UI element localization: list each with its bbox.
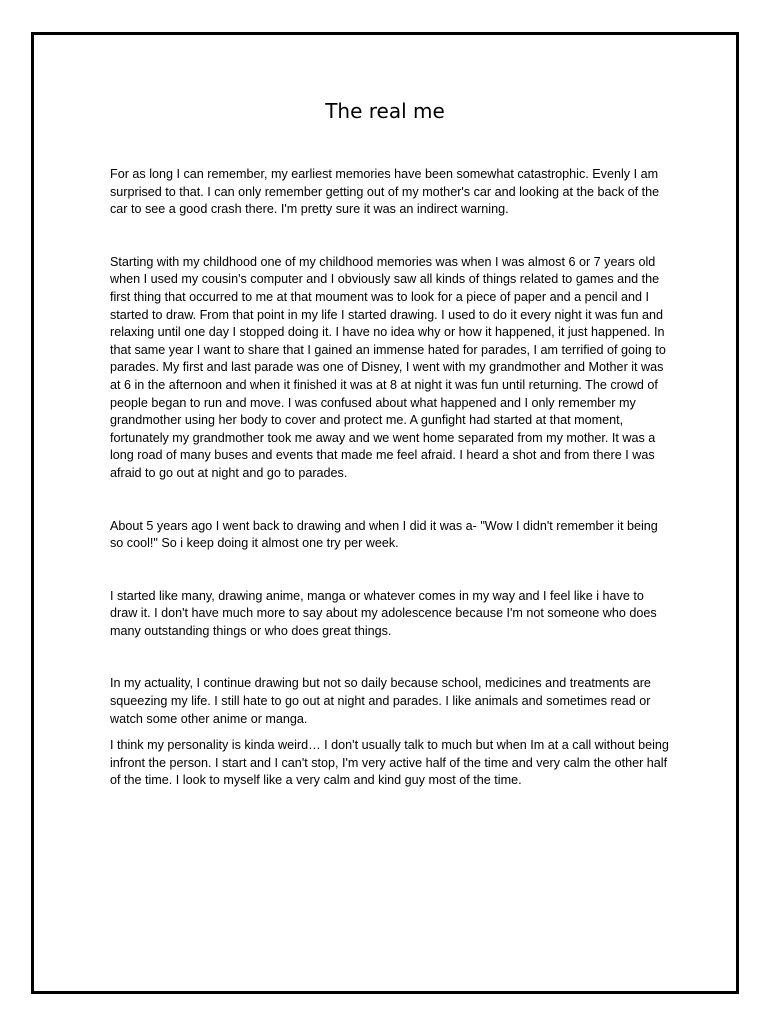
document-body	[110, 166, 670, 790]
paragraph-adolescence: I started like many, drawing anime, manga or whatever comes in my way and I feel like i have to draw it. I don't have much more to say about my adolescence because I'm not someone who does many outstanding things or who does great things.	[110, 588, 657, 638]
paragraph-childhood: Starting with my childhood one of my childhood memories was when I was almost 6 or 7 years old when I used my cousin's computer and I obviously saw all kinds of things related to games and the first thing that occurred to me at that moument was to look for a piece of paper and a pencil and I started to draw. From that point in my life I started drawing. I used to do it every night it was fun and relaxing until one day I stopped doing it. I have no idea why or how it happened, it just happened. In that same year I want to share that I gained an immense hated for parades, I am terrified of going to parades. My first and last parade was one of Disney, I went with my grandmother and Mother it was at 6 in the afternoon and when it finished it was at 8 at night it was fun until returning. The crowd of people began to run and move. I was confused about what happened and I only remember my grandmother using her body to cover and protect me. A gunfight had started at that moment, fortunately my grandmother took me away and we went home separated from my mother. It was a long road of many buses and events that made me feel afraid. I heard a shot and from there I was afraid to go out at night and go to parades.	[110, 254, 666, 480]
paragraph-earliest-memories: For as long I can remember, my earliest memories have been somewhat catastrophic. Evenly I am surprised to that. I can only remember getting out of my mother's car and looking at the back of the car to see a good crash there. I'm pretty sure it was an indirect warning.	[110, 167, 660, 217]
paragraph-back-to-drawing: About 5 years ago I went back to drawing and when I did it was a- "Wow I didn't remember it being so cool!" So i keep doing it almost one try per week.	[110, 518, 658, 551]
paragraph-personality: I think my personality is kinda weird… I don't usually talk to much but when Im at a call without being infront the person. I start and I can't stop, I'm very active half of the time and very calm the other half of the time. I look to myself like a very calm and kind guy most of the time.	[110, 738, 669, 788]
document-title: The real me	[325, 99, 445, 123]
document-page	[31, 32, 739, 994]
paragraph-actuality: In my actuality, I continue drawing but not so daily because school, medicines and treatments are squeezing my life. I still hate to go out at night and parades. I like animals and sometimes read or watch some other anime or manga.	[110, 676, 651, 726]
